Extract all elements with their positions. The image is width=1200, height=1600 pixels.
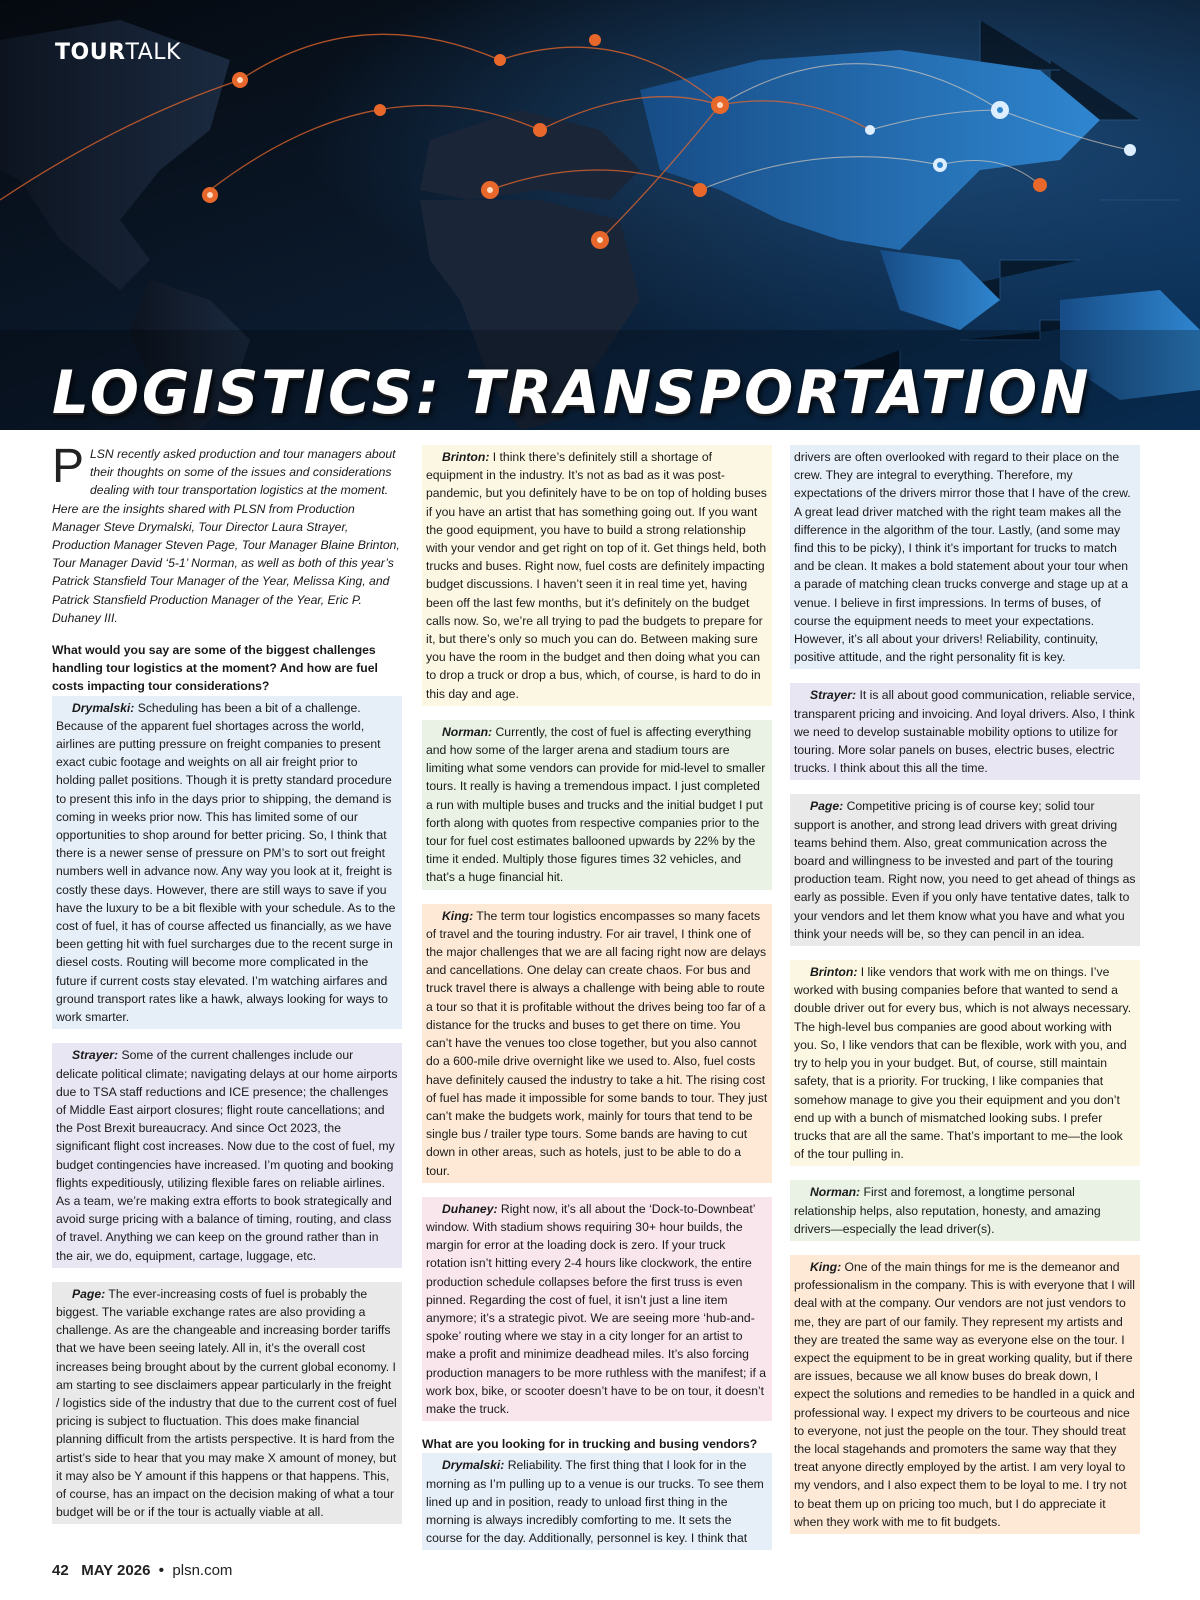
question-2: What are you looking for in trucking and busing vendors? (422, 1437, 758, 1452)
answer-norman-q2 (790, 1180, 1140, 1241)
page-footer (52, 1562, 232, 1579)
answer-page-q1 (52, 1282, 402, 1525)
intro-paragraph (52, 440, 402, 627)
speaker-name: Drymalski: (72, 700, 135, 715)
answer-page-q2 (790, 794, 1140, 946)
answer-text: Scheduling has been a bit of a challenge. Because of the apparent fuel shortages across the world, airlines are putting pressure on freight companies to present exact cubic footage and weights on all air freight prior to holding pallet positions. Though it is pretty standard procedure to present this info in the days prior to shipping, the demand is coming in weeks prior now. This has limited some of our opportunities to shop around for better pricing. So, I think that there is a newer sense of pressure on PM’s to sort out freight numbers well in advance now. Any way you look at it, freight is costly these days. However, there are still ways to save if you have the luxury to be a bit flexible with your schedule. As to the cost of fuel, it has of course affected us financially, as we have been getting hit with fuel surcharges due to the recent surge in diesel costs. Routing will become more complicated in the future if current costs stay elevated. I’m watching airfares and ground transport rates like a hawk, always looking for ways to work smarter. (56, 700, 396, 1025)
answer-duhaney-q1 (422, 1197, 772, 1421)
speaker-name: Page: (72, 1286, 106, 1301)
answer-text: Some of the current challenges include our delicate political climate; navigating delays at our home airports due to TSA staff reductions and ICE presence; the challenges of Middle East airport closures; flight route cancellations; and the Post Brexit bureaucracy. And since Oct 2023, the significant flight cost increases. Now due to the cost of fuel, my budget contingencies have increased. I’m quoting and booking flights expeditiously, utilizing flexible fares on reliable airlines. As a team, we’re making extra efforts to book strategically and avoid surge pricing with a balance of timing, routing, and class of travel. Anything we can keep on the ground rather than in the air, we do, equipment, cartage, luggage, etc. (56, 1048, 398, 1263)
answer-drymalski-q2-part1 (422, 1453, 772, 1550)
speaker-name: King: (442, 908, 474, 923)
answer-text: The term tour logistics encompasses so many facets of travel and the touring industry. For air travel, I think one of the major challenges that we are all facing right now are delays and cancellations. One delay can create chaos. For bus and truck travel there is always a challenge with being able to route a tour so that it is profitable without the drives being too far of a distance for the trucks and buses to get there on time. You can’t have the venues too close together, but you also cannot do a 600-mile drive overnight like we used to. Also, fuel costs have definitely caused the industry to take a hit. The rising cost of fuel has made it impossible for some bands to tour. They just can’t make the budgets work, mainly for tours that tend to be single bus / trailer type tours. Some bands are having to cut down in other areas, such as hotels, just to be able to do a tour. (426, 908, 768, 1178)
answer-text: Right now, it’s all about the ‘Dock-to-Downbeat’ window. With stadium shows requiring 30+ hour builds, the margin for error at the loading dock is zero. If your truck rotation isn’t hitting every 2-4 hours like clockwork, the entire production schedule collapses before the first truss is even pinned. Regarding the cost of fuel, it isn’t just a line item anymore; it’s a strategic pivot. We are seeing more ‘hub-and-spoke’ routing where we stay in a city longer for an artist to make a profit and minimize deadhead miles. It’s also forcing production managers to be more ruthless with the manifest; if a work box, bike, or scooter doesn’t have to be on tour, it doesn’t make the truck. (426, 1201, 767, 1416)
drop-cap: P (52, 440, 85, 493)
answer-text: First and foremost, a longtime personal relationship helps, also reputation, honesty, and amazing drivers—especially the lead driver(s). (794, 1185, 1101, 1236)
footer-bullet: • (158, 1562, 165, 1579)
answer-text: I think there’s definitely still a shortage of equipment in the industry. It’s not as bad as it was post-pandemic, but you definitely have to be on top of holding buses if you have an artist that has something going out. If you want the good equipment, you have to build a strong relationship with your vendor and get right on top of it. Get things held, both trucks and buses. Right now, fuel costs are definitely impacting budget discussions. I haven’t seen it in real time yet, having been off the last few months, but it’s definitely on the budget calls now. So, we’re all trying to pad the budgets to prepare for it, but there’s only so much you can do. Between making sure you have the room in the budget and then doing what you can to drop a truck or drop a bus, which, of course, is hard to do in this day and age. (426, 450, 767, 701)
speaker-name: Duhaney: (442, 1201, 498, 1216)
answer-king-q1 (422, 904, 772, 1183)
speaker-name: Brinton: (442, 450, 490, 464)
speaker-name: Norman: (442, 724, 493, 739)
answer-strayer-q1 (52, 1043, 402, 1267)
speaker-name: Norman: (810, 1185, 861, 1200)
answer-text: Currently, the cost of fuel is affecting everything and how some of the larger arena and stadium tours are limiting what some vendors can provide for mid-level to smaller tours. It really is having a tremendous impact. I just completed a run with multiple buses and trucks and the initial budget I put forth along with quotes from respective companies prior to the tour for fuel cost estimates ballooned upwards by 22% by the time it ended. Multiply those figures times 32 vehicles, and that’s a huge financial hit. (426, 724, 766, 885)
section-tag-bold: TOUR (55, 40, 126, 65)
answer-text: One of the main things for me is the demeanor and professionalism in the company. This is with everyone that I will deal with at the company. Our vendors are not just vendors to me, they are part of our family. They represent my artists and they are treated the same way as everyone else on the tour. I expect the equipment to be in great working quality, but if there are issues, because we all know buses do break down, I expect the solutions and remedies to be handled in a quick and professional way. I expect my drivers to be courteous and nice to everyone, not just the people on the tour. They should treat the local stagehands and promoters the same way that they treat anyone directly employed by the artist. I am very loyal to my vendors, and I also expect them to be loyal to me. I try not to beat them up on pricing too much, but I do appreciate it when they work with me to fit budgets. (794, 1259, 1135, 1529)
answer-text: Reliability. The first thing that I look for in the morning as I’m pulling up to a venue is our trucks. To see them lined up and in position, ready to unload first thing in the morning is always incredibly comforting to me. It sets the course for the day. Additionally, personnel is key. I think that (426, 1458, 764, 1546)
website-link[interactable]: plsn.com (172, 1562, 233, 1579)
answer-drymalski-q1 (52, 696, 402, 1030)
answer-king-q2 (790, 1255, 1140, 1534)
answer-strayer-q2 (790, 683, 1140, 780)
speaker-name: Page: (810, 799, 844, 814)
section-tag-light: TALK (125, 40, 181, 65)
answer-norman-q1 (422, 720, 772, 890)
issue-date: MAY 2026 (81, 1562, 151, 1579)
answer-text: Competitive pricing is of course key; solid tour support is another, and strong lead drivers with great driving teams behind them. Also, great communication across the board and willingness to be invested and part of the touring production team. Right now, you need to get ahead of things as early as possible. Even if you only have tentative dates, talk to your vendors and let them know what you have and what you think your needs will be, so they can pencil in an idea. (794, 799, 1136, 941)
speaker-name: King: (810, 1259, 842, 1274)
answer-drymalski-q2-part2: drivers are often overlooked with regard to their place on the crew. They are integral to everything. Therefore, my expectations of the drivers mirror those that I have of the crew. A great lead driver matched with the right team makes all the difference in the algorithm of the tour. Lastly, (and some may find this to be picky), I think it’s important for trucks to match and be clean. It makes a bold statement about your tour when a parade of matching clean trucks converge and stage up at a venue. I believe in first impressions. In terms of buses, of course the equipment needs to meet your expectations. However, it’s all about your drivers! Reliability, continuity, positive attitude, and the right personality fit is key. (790, 445, 1140, 669)
answer-brinton-q2 (790, 960, 1140, 1166)
column-3 (790, 445, 1140, 1548)
hero-image (0, 0, 1200, 430)
answer-text: It is all about good communication, reliable service, transparent pricing and invoicing. And loyal drivers. Also, I think we need to develop sustainable mobility options to utilize for touring. More solar panels on buses, electric buses, electric trucks. I think about this all the time. (794, 688, 1136, 776)
page-number: 42 (52, 1562, 69, 1579)
section-tag (55, 40, 181, 65)
speaker-name: Brinton: (810, 965, 858, 980)
intro-text: LSN recently asked production and tour managers about their thoughts on some of the issues and considerations dealing with tour transportation logistics at the moment. Here are the insights shared with PLSN from Production Manager Steve Drymalski, Tour Director Laura Strayer, Production Manager Steven Page, Tour Manager Blaine Brinton, Tour Manager David ‘5-1’ Norman, as well as both of this year’s Patrick Stansfield Tour Manager of the Year, Melissa King, and Patrick Stansfield Production Manager of the Year, Eric P. Duhaney III. (52, 447, 400, 625)
question-1: What would you say are some of the biggest challenges handling tour logistics at the moment? And how are fuel costs impacting tour considerations? (52, 643, 378, 694)
speaker-name: Drymalski: (442, 1458, 505, 1473)
answer-brinton-q1 (422, 445, 772, 706)
speaker-name: Strayer: (72, 1048, 119, 1063)
column-1 (52, 440, 402, 1538)
speaker-name: Strayer: (810, 688, 857, 703)
answer-text: The ever-increasing costs of fuel is probably the biggest. The variable exchange rates are also providing a challenge. As are the changeable and increasing border tariffs that we have been seeing lately. All in, it’s the overall cost increases being brought about by the current global economy. I am starting to see disclaimers appear particularly in the freight / logistics side of the industry that due to the current cost of fuel pricing is subject to fluctuation. This does make financial planning difficult from the artists perspective. It is hard from the artist’s side to hear that you may make X amount of money, but it may also be Y amount if this happens or that happens. This, of course, has an impact on the decision making of what a tour budget will be or if the tour is actually viable at all. (56, 1286, 397, 1520)
article-headline: LOGISTICS: TRANSPORTATION (52, 358, 1092, 428)
answer-text: I like vendors that work with me on things. I’ve worked with busing companies before that wanted to send a double driver out for every bus, which is not always necessary. The high-level bus companies are good about working with you. So, I like vendors that can be flexible, work with you, and try to help you in your budget. But, of course, still maintain safety, that is a priority. For trucking, I like companies that somehow manage to give you their equipment and you don’t end up with a bunch of mismatched looking subs. I prefer trucks that are all the same. That’s important to me—the look of the tour pulling in. (794, 965, 1132, 1162)
column-2 (422, 445, 772, 1550)
